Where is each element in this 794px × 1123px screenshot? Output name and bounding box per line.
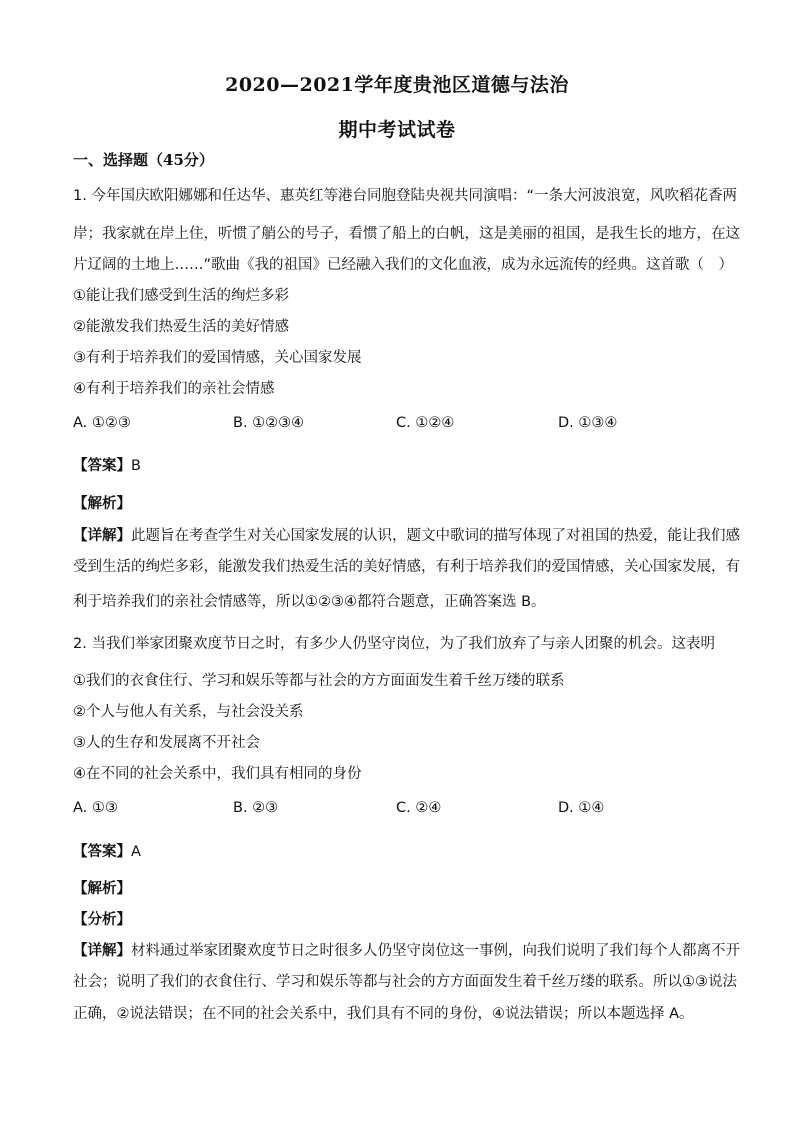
section-heading: 一、选择题（45分）	[73, 151, 214, 169]
q2-detail-line3: 正确，②说法错误；在不同的社会关系中，我们具有不同的身份，④说法错误；所以本题选择 A。	[73, 1006, 694, 1022]
q1-answer-value: B	[131, 458, 141, 474]
q2-item-4: ④在不同的社会关系中，我们具有相同的身份	[73, 766, 362, 782]
q2-option-c: C. ②④	[396, 800, 442, 816]
q2-detail-text1: 材料通过举家团聚欢度节日之时很多人仍坚守岗位这一事例，向我们说明了我们每个人都离不开	[131, 943, 740, 959]
q1-detail-tag: 【详解】	[73, 527, 131, 544]
q2-detail-tag: 【详解】	[73, 942, 131, 959]
q2-fenxi-tag: 【分析】	[73, 911, 131, 928]
q1-item-4: ④有利于培养我们的亲社会情感	[73, 381, 275, 397]
q1-item-3: ③有利于培养我们的爱国情感，关心国家发展	[73, 350, 362, 366]
q1-stem-line1: 1. 今年国庆欧阳娜娜和任达华、惠英红等港台同胞登陆央视共同演唱：“一条大河波浪宽，风吹稻花香两	[73, 188, 737, 204]
q1-analysis-tag: 【解析】	[73, 495, 131, 512]
q2-analysis-tag: 【解析】	[73, 880, 131, 897]
q2-stem-line1: 2. 当我们举家团聚欢度节日之时，有多少人仍坚守岗位，为了我们放弃了与亲人团聚的机会。这表明	[73, 636, 715, 652]
q1-answer	[73, 456, 733, 476]
q1-options	[73, 415, 733, 435]
q1-option-c: C. ①②④	[396, 415, 455, 431]
exam-title-line2: 期中考试试卷	[338, 119, 456, 141]
q1-stem-line2: 岸；我家就在岸上住，听惯了艄公的号子，看惯了船上的白帆，这是美丽的祖国，是我生长的地方，在这	[73, 226, 740, 242]
q2-answer-value: A	[131, 844, 141, 860]
q2-options	[73, 800, 733, 820]
q1-option-a: A. ①②③	[73, 415, 131, 431]
q1-item-1: ①能让我们感受到生活的绚烂多彩	[73, 288, 289, 304]
q1-detail-line1	[73, 526, 740, 546]
exam-title-line1: 2020—2021学年度贵池区道德与法治	[225, 74, 569, 96]
q2-item-2: ②个人与他人有关系，与社会没关系	[73, 704, 304, 720]
q1-stem-line3: 片辽阔的土地上……”歌曲《我的祖国》已经融入我们的文化血液，成为永远流传的经典。这首歌（ ）	[73, 257, 734, 273]
q2-answer-tag: 【答案】	[73, 843, 131, 860]
q2-item-1: ①我们的衣食住行、学习和娱乐等都与社会的方方面面发生着千丝万缕的联系	[73, 673, 565, 689]
q2-detail-line1	[73, 941, 740, 961]
q2-answer	[73, 842, 733, 862]
q2-item-3: ③人的生存和发展离不开社会	[73, 735, 260, 751]
q2-option-d: D. ①④	[558, 800, 605, 816]
q2-detail-line2: 社会；说明了我们的衣食住行、学习和娱乐等都与社会的方方面面发生着千丝万缕的联系。所以①③说法	[73, 974, 737, 990]
q1-item-2: ②能激发我们热爱生活的美好情感	[73, 319, 289, 335]
q1-answer-tag: 【答案】	[73, 457, 131, 474]
q1-option-d: D. ①③④	[558, 415, 618, 431]
q1-option-b: B. ①②③④	[233, 415, 305, 431]
q1-detail-text1: 此题旨在考查学生对关心国家发展的认识，题文中歌词的描写体现了对祖国的热爱，能让我们感	[131, 528, 740, 544]
q2-option-b: B. ②③	[233, 800, 279, 816]
q2-option-a: A. ①③	[73, 800, 118, 816]
q1-detail-line2: 受到生活的绚烂多彩，能激发我们热爱生活的美好情感，有利于培养我们的爱国情感，关心国家发展，有	[73, 559, 740, 575]
q1-detail-line3: 利于培养我们的亲社会情感等，所以①②③④都符合题意，正确答案选 B。	[73, 594, 546, 610]
